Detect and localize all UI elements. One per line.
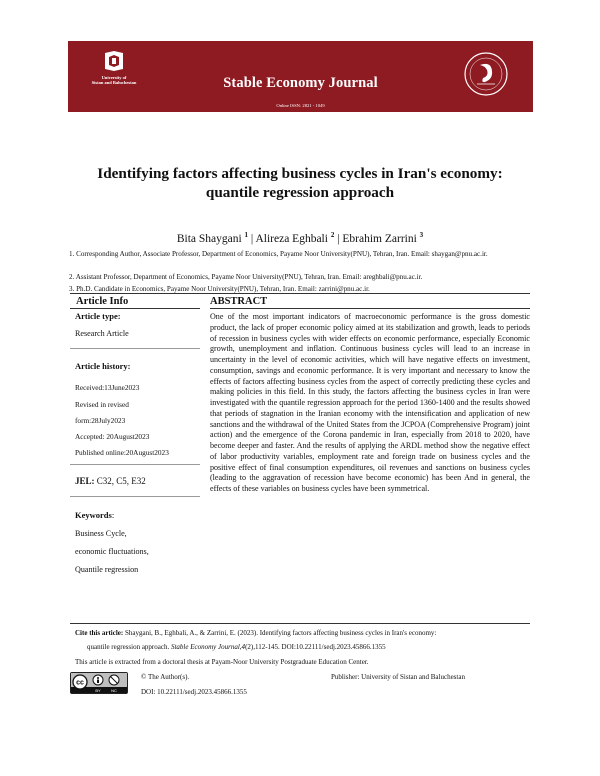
citation-line2 — [87, 642, 547, 652]
author-name: Bita Shaygani — [176, 232, 242, 245]
section-divider — [70, 623, 530, 624]
citation-line1 — [75, 628, 535, 638]
citation-label: Cite this article: — [75, 629, 124, 637]
info-divider — [70, 496, 200, 497]
paper-title-line1: Identifying factors affecting business cycles in Iran's economy: — [97, 165, 503, 182]
citation-text: Shaygani, B., Eghbali, A., & Zarrini, E. (2023). Identifying factors affecting business cycles in Iran's economy: — [124, 629, 437, 637]
journal-title: Stable Economy Journal — [223, 75, 378, 91]
cc-license-badge[interactable] — [70, 672, 128, 694]
author-sup: 3 — [419, 231, 424, 239]
citation-journal: Stable Economy Journal,4 — [170, 643, 246, 651]
abstract-heading: ABSTRACT — [210, 296, 268, 307]
abstract-divider — [210, 308, 530, 309]
keywords-label — [75, 510, 114, 520]
keyword-item: Quantile regression — [75, 565, 139, 574]
author-sup: 2 — [330, 231, 335, 239]
journal-banner — [68, 41, 533, 112]
jel-label: JEL: — [75, 476, 95, 486]
thesis-note: This article is extracted from a doctoral thesis at Payam-Noor University Postgraduate Education Center. — [75, 658, 369, 666]
paper-title-line2: quantile regression approach — [205, 184, 395, 201]
history-received: Received:13June2023 — [75, 383, 140, 392]
history-revised: Revised in revised — [75, 400, 129, 409]
info-divider — [70, 348, 200, 349]
affiliation-3: 3. Ph.D. Candidate in Economics, Payame Noor University(PNU), Tehran, Iran. Email: zarrini@pnu.ac.ir. — [69, 285, 370, 293]
article-info-heading: Article Info — [76, 296, 129, 307]
info-divider — [70, 308, 200, 309]
journal-issn: Online ISSN: 2821 - 1049 — [276, 103, 325, 108]
cc-by-text: BY — [95, 688, 101, 693]
keywords-colon: : — [111, 510, 115, 520]
copyright: © The Author(s). — [141, 673, 190, 681]
citation-text: (2),112-145. DOI:10.22111/sedj.2023.45866.1355 — [245, 643, 386, 651]
section-divider — [70, 293, 530, 294]
university-logo-icon — [102, 49, 126, 73]
publisher: Publisher: University of Sistan and Baluchestan — [331, 673, 465, 681]
citation-text: quantile regression approach. — [87, 643, 170, 651]
article-history-label: Article history: — [75, 361, 131, 371]
author-list: Bita Shaygani $^1$ | Alireza Eghbali $^2$ | Ebrahim Zarrini $^3$ — [176, 231, 424, 245]
cc-nc-text: NC — [111, 688, 117, 693]
doi: DOI: 10.22111/sedj.2023.45866.1355 — [141, 688, 247, 696]
keyword-item: Business Cycle, — [75, 529, 127, 538]
abstract-text: One of the most important indicators of macroeconomic performance is the gross domestic product, the lack of proper economic policy aimed at its stabilization and growth, leads to periods of recession in business cycles with wider effects on economic performance, especially Economic growth, unemployment and inflation. Continuous business cycles will lead to an increase in uncertainty in the level of economic activities, which will have negative effects on investment, consumption, savings and economic performance. It is very important and necessary to know the effects of factors affecting business cycles from the aspect of correctly predicting these cycles and making policies in this field. In this study, the factors affecting the business cycles in Iran were investigated with the quantile regression approach for the period 1360-1400 and the results showed that periods of stagnation in the Iranian economy with the intensification and application of new sanctions and the withdrawal of the United States from the JCPOA (Comprehensive Program) joint action) and the emergence of the Corona pandemic in Iran, especially from 2018 to 2020, have become deeper and faster. And the results of applying the ARDL method show the negative effect of labor productivity variables, employment rate and foreign trade on business cycles and the positive effect of final consumption expenditures, oil revenues and sanctions on business cycles (leading to the aggravation of recession have become economic) has been And in general, the effects of these variables on business cycles have been symmetrical. — [210, 312, 530, 493]
affiliation-2: 2. Assistant Professor, Department of Economics, Payame Noor University(PNU), Tehran, Iran. Email: areghbali@pnu.ac.ir. — [69, 273, 423, 281]
history-revised-form: form:28July2023 — [75, 416, 126, 425]
jel-value: C32, C5, E32 — [96, 476, 146, 486]
keywords-label-text: Keywords — [75, 510, 112, 520]
journal-emblem-icon — [463, 51, 509, 97]
keyword-item: economic fluctuations, — [75, 547, 149, 556]
university-logo-line2: Sistan and Baluchestan — [91, 80, 137, 85]
article-type-value: Research Article — [75, 329, 129, 338]
history-accepted: Accepted: 20August2023 — [75, 432, 150, 441]
jel-codes — [75, 476, 146, 486]
author-sup: 1 — [244, 231, 249, 239]
cc-by-nc-icon — [71, 673, 127, 693]
university-logo-line1: University of — [101, 75, 127, 80]
author-name: Ebrahim Zarrini — [342, 232, 417, 245]
info-divider — [70, 464, 200, 465]
history-published: Published online:20August2023 — [75, 448, 169, 457]
cc-text: cc — [76, 679, 84, 687]
article-type-label: Article type: — [75, 311, 121, 321]
author-name: Alireza Eghbali — [255, 232, 328, 245]
affiliation-1: 1. Corresponding Author, Associate Professor, Department of Economics, Payame Noor University(PNU), Tehran, Iran. Email: shaygan@pnu.ac.ir. — [69, 250, 488, 258]
